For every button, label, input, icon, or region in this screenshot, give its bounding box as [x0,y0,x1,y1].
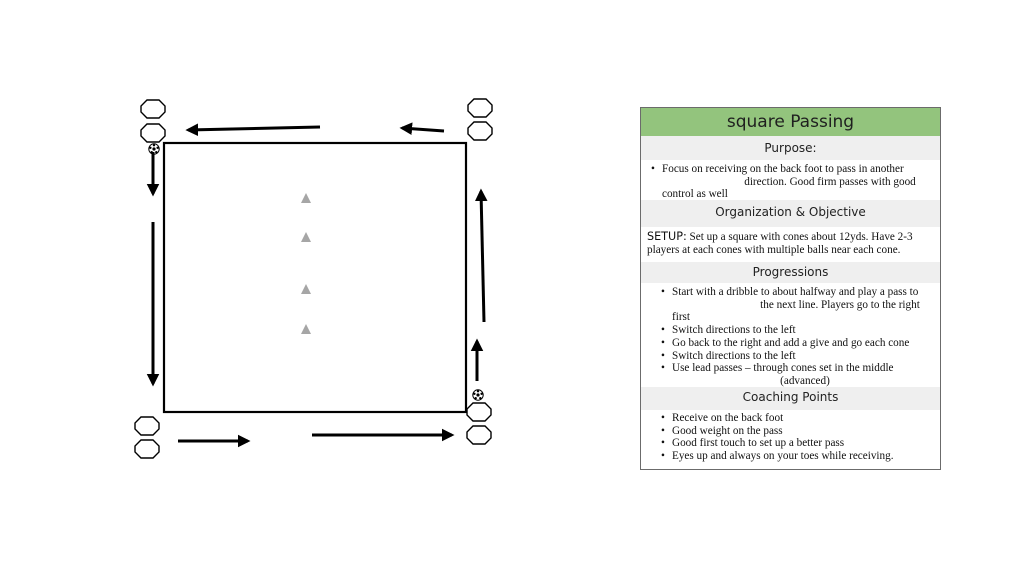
list-item: • Switch directions to the left [672,350,938,363]
drill-title: square Passing [641,108,940,136]
list-item: • Start with a dribble to about halfway and play a pass to the next line. Players go to the right first [672,286,938,324]
purpose-section [641,160,940,200]
list-item: • Focus on receiving on the back foot to pass in another direction. Good firm passes with good control as well [662,163,938,201]
player-icon [141,124,165,142]
arrow-icon [481,191,484,322]
cone-icon [301,324,311,334]
player-icon [467,403,491,421]
player-icon [468,99,492,117]
progressions-section [641,283,940,387]
cone-icon [301,193,311,203]
player-icon [468,122,492,140]
coaching-list [672,412,938,463]
progressions-list [672,286,938,388]
list-item: • Eyes up and always on your toes while receiving. [672,450,938,463]
list-item: • Switch directions to the left [672,324,938,337]
arrow-icon [188,127,320,130]
player-icon [135,417,159,435]
organization-section [641,227,940,262]
list-item: • Use lead passes – through cones set in the middle (advanced) [672,362,938,387]
coaching-section [641,410,940,463]
list-item: • Good first touch to set up a better pass [672,437,938,450]
purpose-heading: Purpose: [641,136,940,160]
player-icon [141,100,165,118]
list-item: • Go back to the right and add a give and go each cone [672,337,938,350]
square-field [164,143,466,412]
organization-heading: Organization & Objective [641,200,940,227]
list-item: • Receive on the back foot [672,412,938,425]
arrow-icon [402,128,444,131]
setup-label: SETUP: [647,230,687,243]
player-icon [135,440,159,458]
cone-icon [301,284,311,294]
purpose-list [662,163,938,201]
progressions-heading: Progressions [641,262,940,283]
coaching-heading: Coaching Points [641,387,940,410]
cone-icon [301,232,311,242]
list-item: • Good weight on the pass [672,425,938,438]
soccer-ball-icon [473,390,483,400]
player-icon [467,426,491,444]
setup-text: Set up a square with cones about 12yds. Have 2-3 [686,231,913,243]
setup-text: players at each cones with multiple balls near each cone. [647,243,901,256]
drill-info-panel [640,107,941,470]
